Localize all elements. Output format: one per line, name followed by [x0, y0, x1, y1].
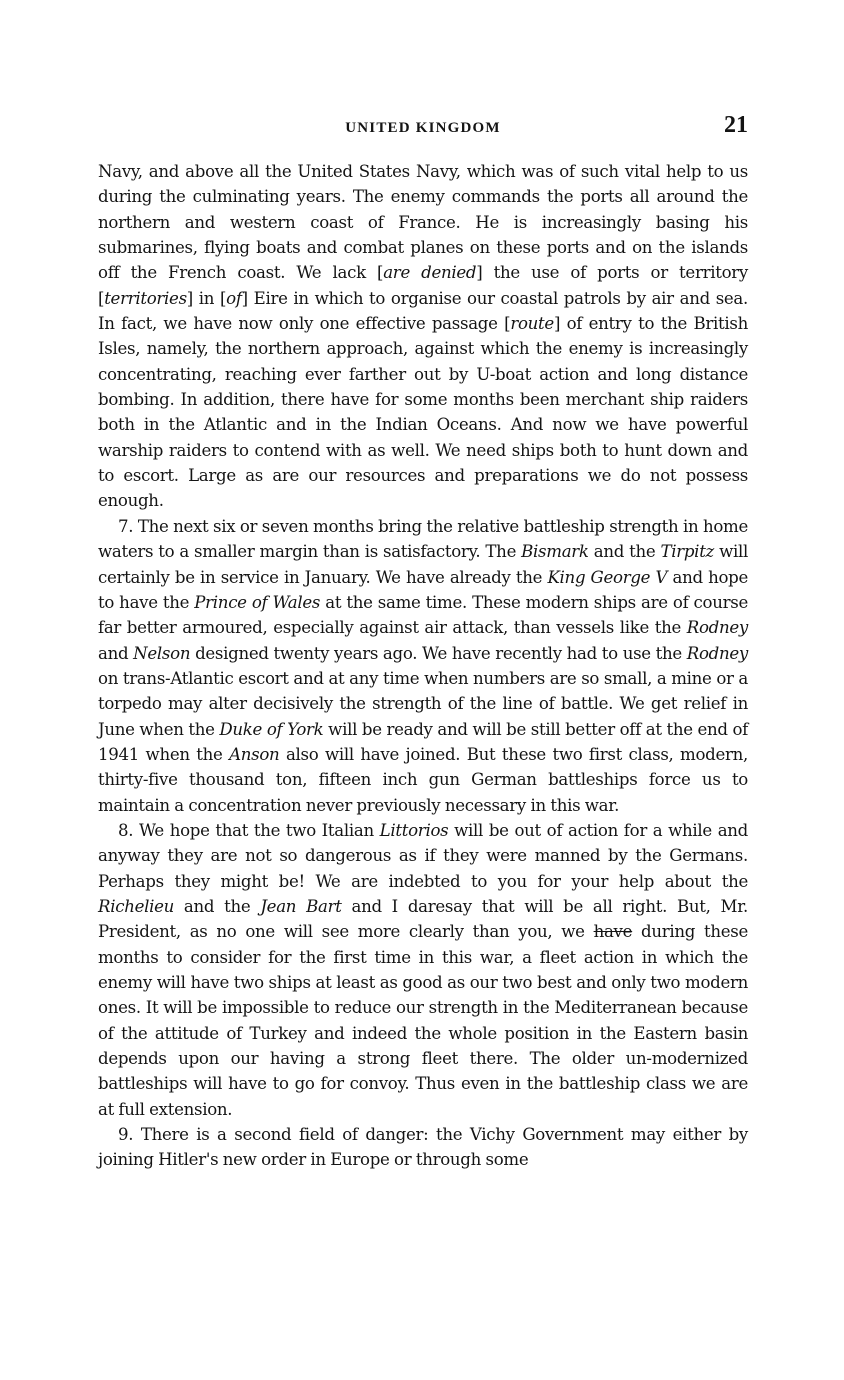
italic-text: Bismark: [521, 542, 589, 562]
italic-text: of: [226, 288, 242, 308]
text-run: Navy, and above all the United States Navy, which was of such vital help to us during the culminating years. The enemy commands the ports all around the northern and western coast of France. He is increasingly basing his submarines, flying boats and combat planes on these ports and on the islands off the French coast. We lack [: [98, 162, 748, 283]
text-run: 7. The next six or seven months bring the relative battleship strength in home waters to a smaller margin than is satisfactory. The: [98, 516, 748, 562]
text-run: will certainly be in service in January. We have already the: [98, 542, 748, 587]
text-run: and hope to have the: [98, 567, 749, 612]
italic-text: Anson: [229, 744, 280, 764]
text-run: designed twenty years ago. We have recently had to use the: [190, 643, 687, 663]
italic-text: Duke of York: [219, 719, 324, 739]
text-run: at the same time. These modern ships are of course far better armoured, especially against air attack, than vessels like the: [98, 592, 748, 638]
italic-text: Nelson: [133, 643, 191, 663]
italic-text: Richelieu: [98, 896, 175, 916]
text-run: on trans-Atlantic escort and at any time when numbers are so small, a mine or a torpedo may alter decisively the strength of the line of battle. We get relief in June when the: [98, 668, 748, 739]
italic-text: Jean Bart: [260, 896, 342, 916]
paragraph-continuation: [98, 159, 748, 514]
struck-text: have: [593, 922, 633, 942]
text-run: ] the use of ports or territory [: [98, 263, 748, 308]
text-run: ] of entry to the British Isles, namely, the northern approach, against which the enemy is increasingly concentrating, reaching ever farther out by U-boat action and long distance bombing. In addition, there have for some months been merchant ship raiders both in the Atlantic and in the Indian Oceans. And now we have powerful warship raiders to contend with as well. We need ships both to hunt down and to escort. Large as are our resources and preparations we do not possess enough.: [98, 314, 748, 511]
paragraph-7: [98, 514, 748, 818]
italic-text: Tirpitz: [660, 542, 715, 562]
paragraph-8: [98, 818, 748, 1122]
text-run: ] in [: [186, 288, 227, 308]
text-run: during these months to consider for the first time in this war, a fleet action in which the enemy will have two ships at least as good as our two best and only two modern ones. It will be impossible to reduce our strength in the Mediterranean because of the attitude of Turkey and indeed the whole position in the Eastern basin depends upon our having a strong fleet there. The older un-modernized battleships will have to go for convoy. Thus even in the battleship class we are at full extension.: [98, 922, 748, 1119]
text-run: ] Eire in which to organise our coastal patrols by air and sea. In fact, we have now only one effective passage [: [98, 288, 748, 334]
italic-text: are denied: [383, 263, 477, 283]
italic-text: Rodney: [686, 643, 748, 663]
text-run: 8. We hope that the two Italian: [118, 820, 380, 840]
text-run: and I daresay that will be all right. But, Mr. President, as no one will see more clearly than you, we: [98, 896, 748, 942]
italic-text: Rodney: [686, 618, 748, 638]
page-number: 21: [724, 112, 748, 138]
italic-text: territories: [104, 288, 187, 308]
italic-text: Littorios: [379, 820, 449, 840]
running-title: UNITED KINGDOM: [345, 120, 501, 136]
italic-text: King George V: [547, 567, 668, 587]
text-run: and: [98, 643, 134, 663]
text-run: and the: [174, 896, 261, 916]
running-head: [98, 112, 748, 144]
italic-text: Prince of Wales: [194, 592, 321, 612]
text-run: 9. There is a second field of danger: the Vichy Government may either by joining Hitler's new order in Europe or through some: [98, 1125, 748, 1170]
paragraph-9: [98, 1122, 748, 1173]
body-text: [98, 159, 748, 1173]
text-run: also will have joined. But these two first class, modern, thirty-five thousand ton, fifteen inch gun German battleships force us to maintain a concentration never previously necessary in this war.: [98, 744, 748, 815]
text-run: and the: [588, 542, 661, 562]
italic-text: route: [510, 314, 554, 334]
text-run: will be out of action for a while and anyway they are not so dangerous as if they were manned by the Germans. Perhaps they might be! We are indebted to you for your help about the: [98, 820, 748, 891]
text-run: will be ready and will be still better off at the end of 1941 when the: [98, 719, 749, 764]
